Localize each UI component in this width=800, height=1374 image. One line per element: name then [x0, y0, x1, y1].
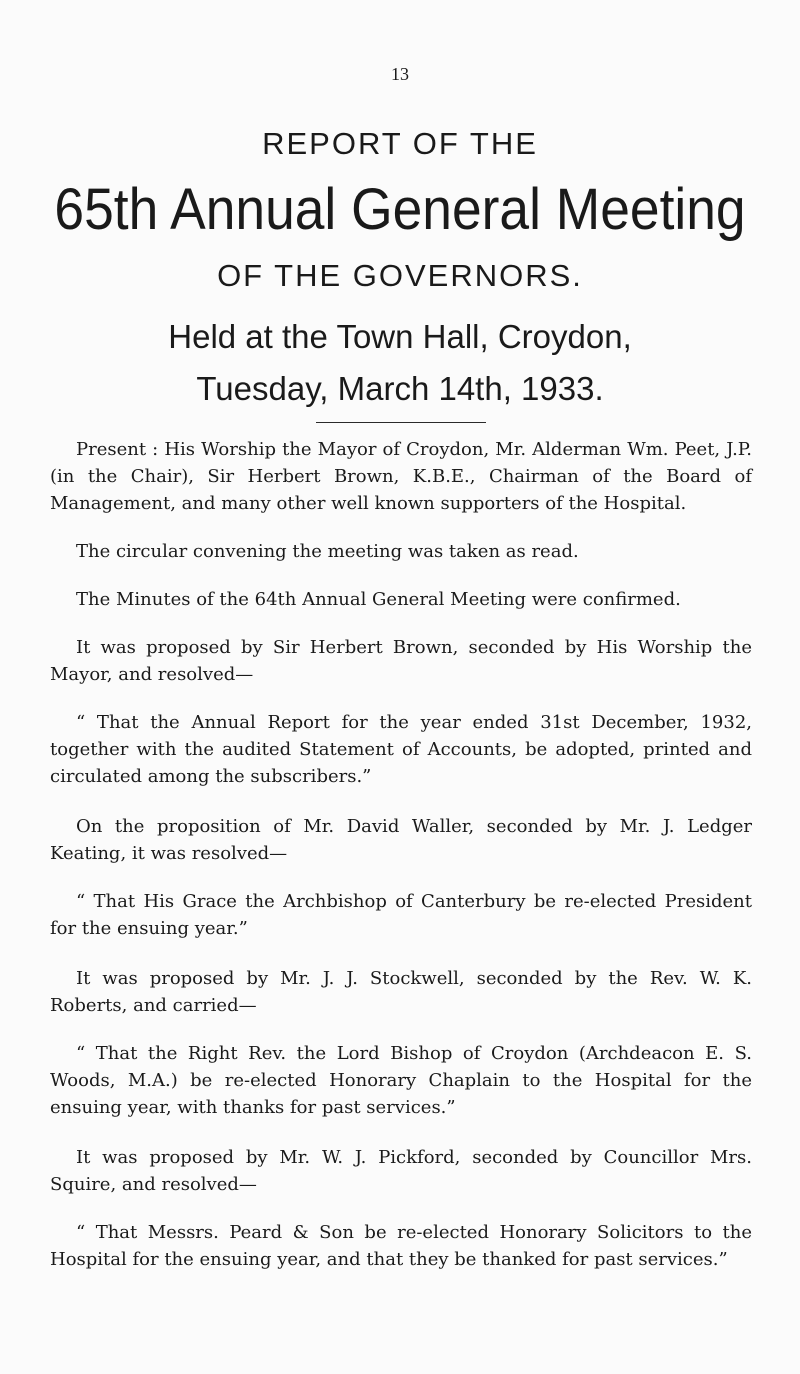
- resolution-paragraph: “ That Messrs. Peard & Son be re-elected Honorary Solicitors to the Hospital for the ensuing year, and that they be thanked for past services.”: [50, 1222, 752, 1270]
- date-line: Tuesday, March 14th, 1933.: [196, 370, 604, 407]
- present-paragraph: Present : His Worship the Mayor of Croydon, Mr. Alderman Wm. Peet, J.P. (in the Chair), Sir Herbert Brown, K.B.E., Chairman of the Board of Management, and many other well known supporters of the Hospital.: [50, 439, 752, 514]
- venue-line: Held at the Town Hall, Croydon,: [168, 318, 632, 355]
- divider-rule: [316, 422, 486, 423]
- circular-paragraph: The circular convening the meeting was taken as read.: [76, 541, 579, 562]
- report-heading: REPORT OF THE: [262, 126, 538, 161]
- resolution-paragraph: “ That the Right Rev. the Lord Bishop of Croydon (Archdeacon E. S. Woods, M.A.) be re-elected Honorary Chaplain to the Hospital for the ensuing year, with thanks for past services.”: [50, 1043, 752, 1118]
- resolution-paragraph: “ That His Grace the Archbishop of Canterbury be re-elected President for the ensuing year.”: [50, 891, 752, 939]
- meeting-title: 65th Annual General Meeting: [54, 177, 746, 242]
- minutes-paragraph: The Minutes of the 64th Annual General Meeting were confirmed.: [76, 589, 681, 610]
- resolution-paragraph: “ That the Annual Report for the year ended 31st December, 1932, together with the audited Statement of Accounts, be adopted, printed and circulated among the subscribers.”: [50, 712, 752, 787]
- proposal-paragraph: It was proposed by Sir Herbert Brown, seconded by His Worship the Mayor, and resolved—: [50, 637, 752, 685]
- page-number: 13: [391, 64, 409, 84]
- minutes-body: [50, 436, 752, 1296]
- proposal-paragraph: It was proposed by Mr. J. J. Stockwell, seconded by the Rev. W. K. Roberts, and carried—: [50, 968, 752, 1016]
- governors-heading: OF THE GOVERNORS.: [217, 258, 583, 293]
- proposal-paragraph: On the proposition of Mr. David Waller, seconded by Mr. J. Ledger Keating, it was resolved—: [50, 816, 752, 864]
- proposal-paragraph: It was proposed by Mr. W. J. Pickford, seconded by Councillor Mrs. Squire, and resolved—: [50, 1147, 752, 1195]
